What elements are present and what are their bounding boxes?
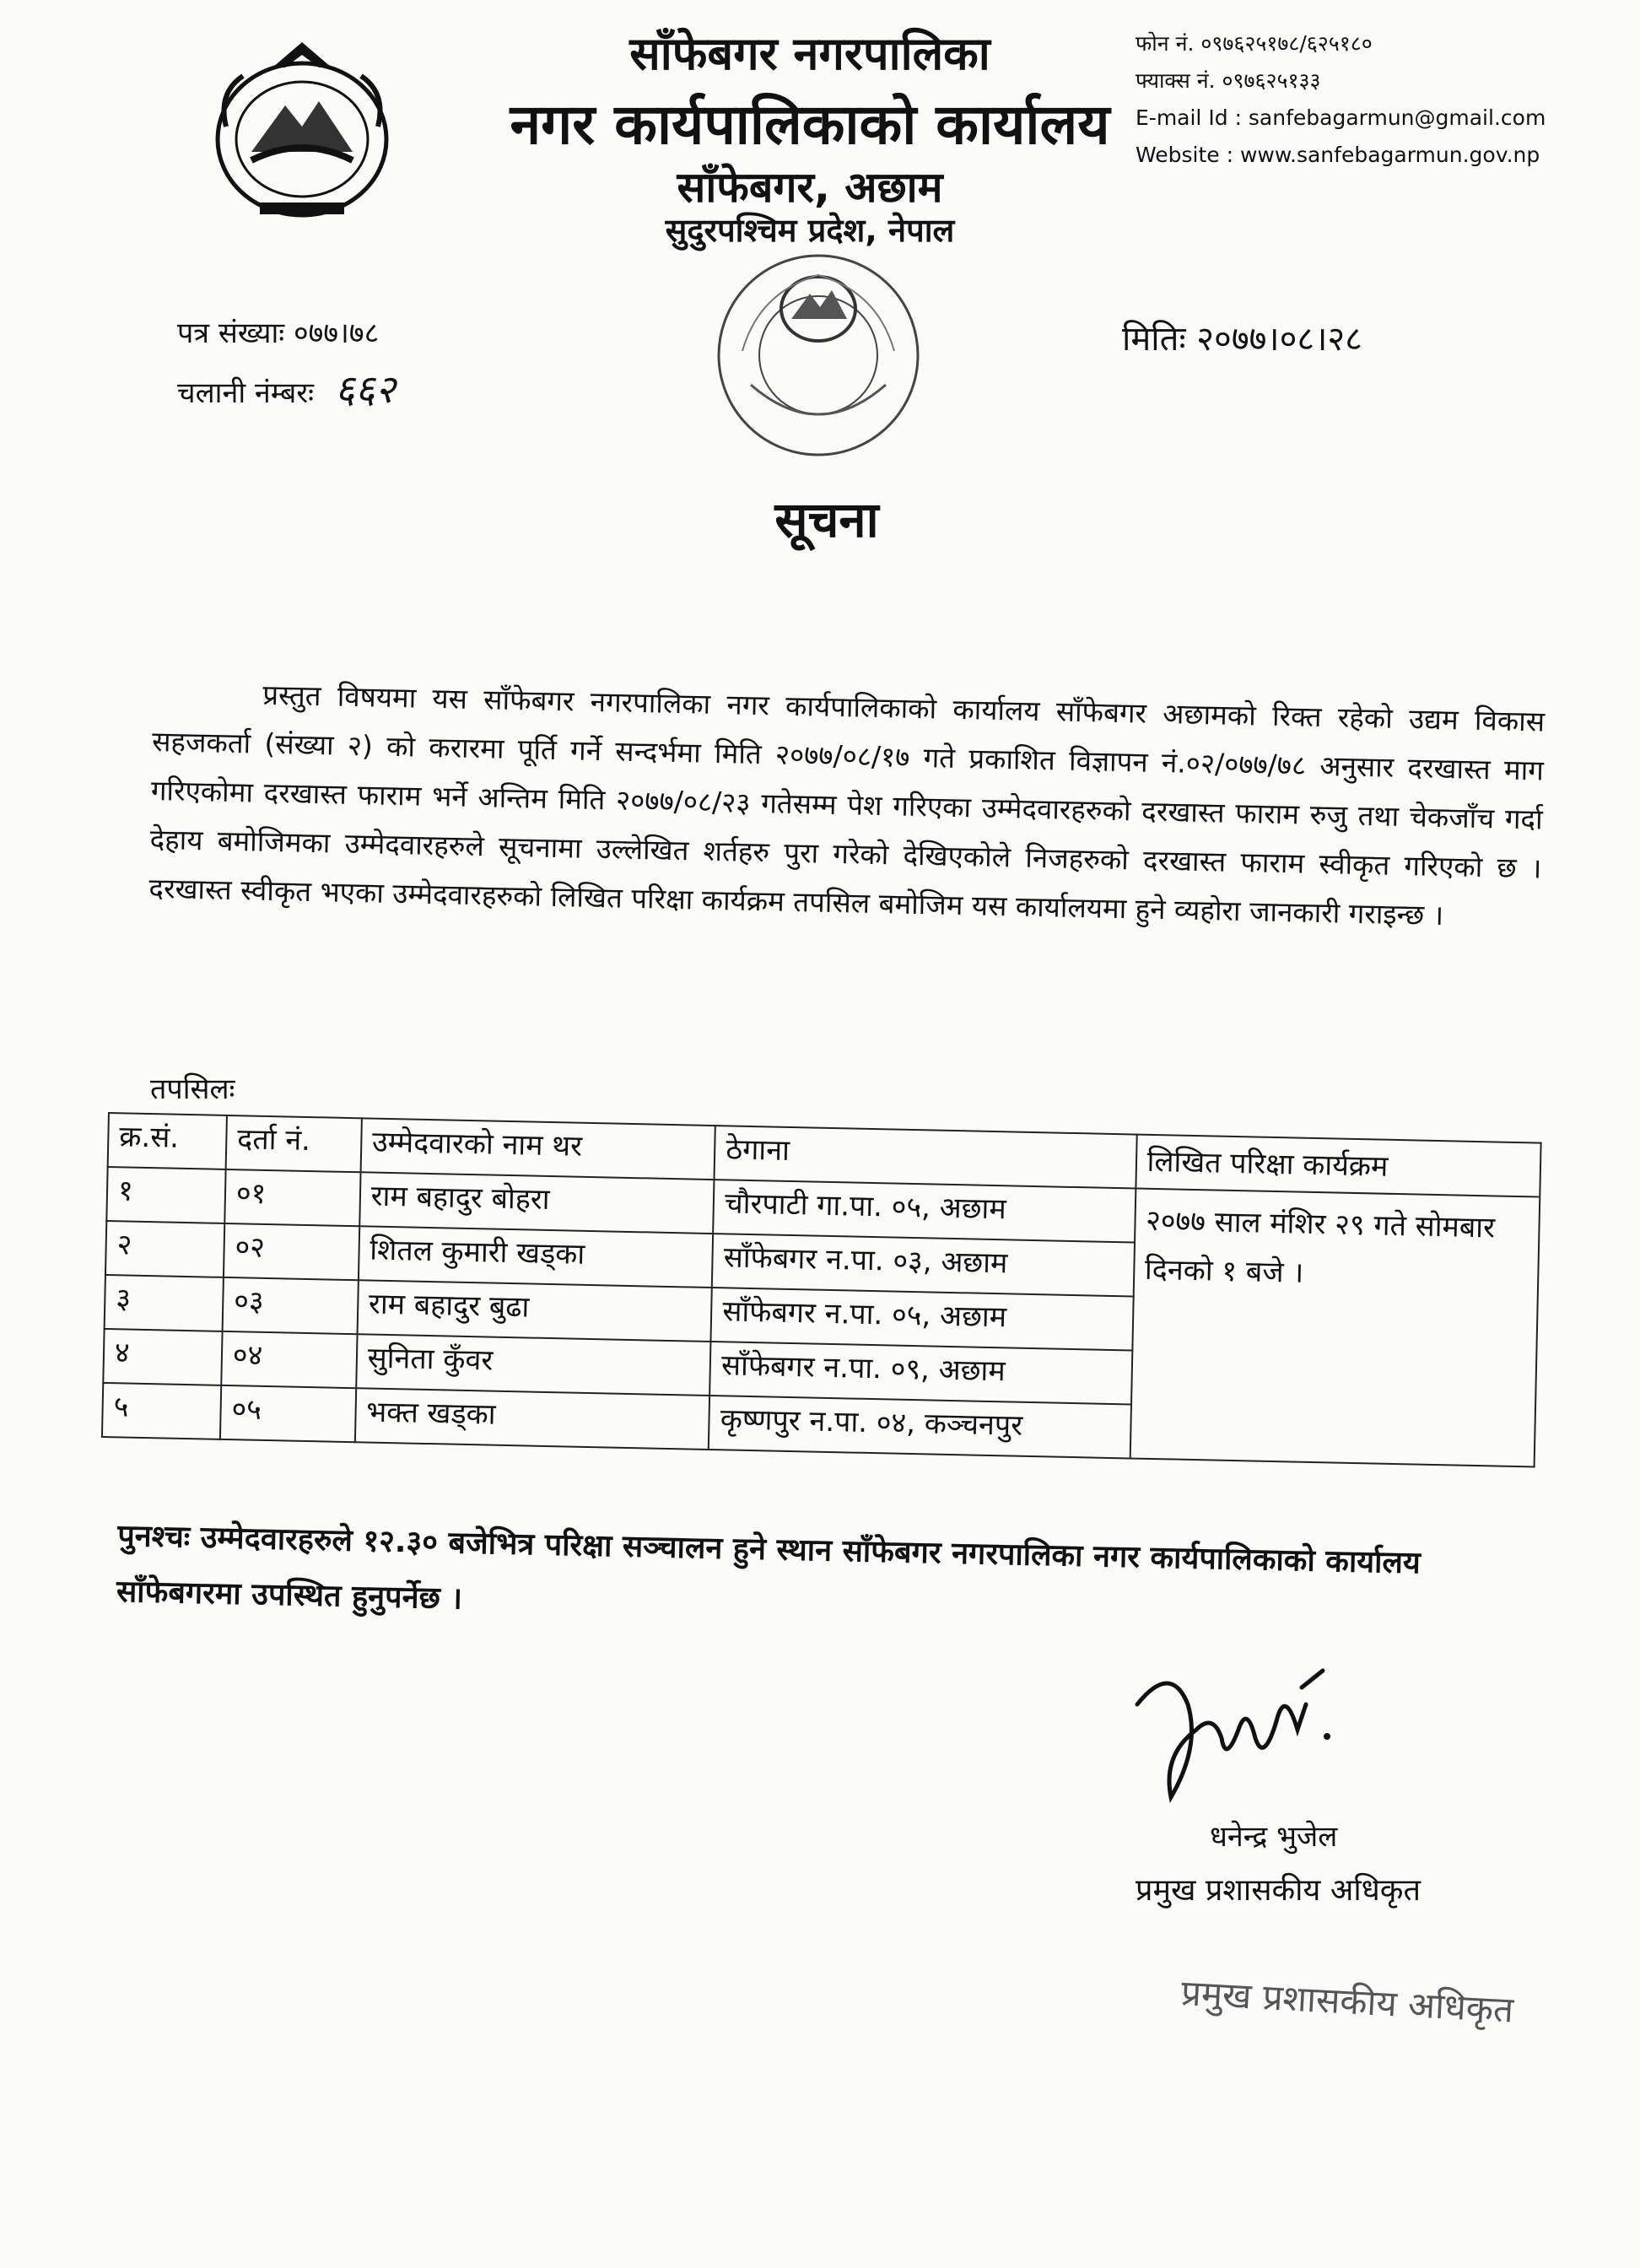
address-cell: कृष्णपुर न.पा. ०४, कञ्चनपुर: [709, 1396, 1131, 1458]
serial-cell: ३: [105, 1275, 224, 1331]
nepal-emblem-icon: [192, 34, 412, 228]
office-seal-stamp-icon: [692, 241, 945, 469]
email-address: E-mail Id : sanfebagarmun@gmail.com: [1136, 105, 1546, 130]
notice-title: सूचना: [774, 491, 879, 548]
reg-no-cell: ०५: [220, 1385, 356, 1442]
col-header-address: ठेगाना: [715, 1126, 1137, 1188]
address-cell: चौरपाटी गा.पा. ०५, अछाम: [713, 1180, 1136, 1242]
candidate-name-cell: सुनिता कुँवर: [356, 1334, 711, 1396]
reg-no-cell: ०२: [224, 1223, 359, 1280]
postscript-note: पुनश्चः उम्मेदवारहरुले १२.३० बजेभित्र परिक्षा सञ्चालन हुने स्थान साँफेबगर नगरपालिका नगर कार्यपालिकाको कार्यालय साँफेबगरमा उपस्थित हुनुपर्नेछ ।: [116, 1518, 1422, 1617]
designation-stamp-text: प्रमुख प्रशासकीय अधिकृत: [1179, 1972, 1515, 2031]
candidate-name-cell: शितल कुमारी खड्का: [359, 1226, 714, 1288]
exam-schedule-cell: [1130, 1135, 1540, 1467]
candidate-name-cell: राम बहादुर बुढा: [357, 1280, 712, 1342]
address-cell: साँफेबगर न.पा. ०५, अछाम: [711, 1288, 1134, 1350]
website-address: Website : www.sanfebagarmun.gov.np: [1136, 143, 1540, 167]
municipality-name: साँफेबगर नगरपालिका: [629, 27, 990, 80]
candidate-table-wrapper: [101, 1112, 1542, 1468]
letter-number: पत्र संख्याः ०७७।७८: [177, 316, 380, 350]
reg-no-cell: ०३: [222, 1277, 358, 1334]
serial-cell: १: [106, 1167, 225, 1223]
dispatch-label: चलानी नंम्बरः: [177, 376, 315, 410]
dispatch-row: [177, 361, 396, 421]
fax-number: फ्याक्स नं. ०९७६२५१३३: [1136, 68, 1321, 93]
exam-schedule-header: लिखित परिक्षा कार्यक्रम: [1136, 1137, 1540, 1198]
serial-cell: ५: [102, 1383, 221, 1439]
office-province: सुदुरपश्चिम प्रदेश, नेपाल: [665, 212, 955, 249]
candidate-name-cell: भक्त खड्का: [355, 1388, 710, 1450]
address-cell: साँफेबगर न.पा. ०३, अछाम: [712, 1234, 1135, 1296]
reference-block: [177, 305, 396, 421]
reg-no-cell: ०४: [221, 1331, 357, 1388]
col-header-serial: क्र.सं.: [108, 1113, 227, 1169]
phone-number: फोन नं. ०९७६२५१७८/६२५१८०: [1136, 31, 1373, 56]
candidate-table: [101, 1112, 1542, 1468]
issue-date: मितिः २०७७।०८।२८: [1122, 320, 1362, 359]
designation-stamp: [1173, 1954, 1527, 2047]
dispatch-number: ६६२: [334, 366, 396, 412]
serial-cell: २: [105, 1221, 224, 1277]
handwritten-signature-icon: [1120, 1654, 1340, 1814]
col-header-name: उम्मेदवारको नाम थर: [360, 1118, 715, 1180]
serial-cell: ४: [103, 1329, 222, 1385]
exam-schedule-text: २०७७ साल मंशिर २९ गते सोमबार दिनको १ बजे ।: [1144, 1203, 1496, 1290]
details-label: तपसिलः: [150, 1072, 235, 1106]
notice-body: प्रस्तुत विषयमा यस साँफेबगर नगरपालिका नगर कार्यपालिकाको कार्यालय साँफेबगर अछामको रिक्त रहेको उद्यम विकास सहजकर्ता (संख्या २) को करारमा पूर्ति गर्ने सन्दर्भमा मिति २०७७/०८/१७ गते प्रकाशित विज्ञापन नं.०२/०७७/७८ अनुसार दरखास्त माग गरिएकोमा दरखास्त फाराम भर्ने अन्तिम मिति २०७७/०८/२३ गतेसम्म पेश गरिएका उम्मेदवारहरुको दरखास्त फाराम रुजु तथा चेकजाँच गर्दा देहाय बमोजिमका उम्मेदवारहरुले सूचनामा उल्लेखित शर्तहरु पुरा गरेको देखिएकोले निजहरुको दरखास्त फाराम स्वीकृत गरिएको छ । दरखास्त स्वीकृत भएका उम्मेदवारहरुको लिखित परिक्षा कार्यक्रम तपसिल बमोजिम यस कार्यालयमा हुने व्यहोरा जानकारी गराइन्छ ।: [148, 678, 1546, 932]
signatory-name: धनेन्द्र भुजेल: [1210, 1820, 1338, 1854]
signatory-designation: प्रमुख प्रशासकीय अधिकृत: [1136, 1873, 1421, 1908]
office-location: साँफेबगर, अछाम: [677, 163, 943, 212]
reg-no-cell: ०१: [224, 1169, 360, 1226]
col-header-reg-no: दर्ता नं.: [226, 1115, 362, 1172]
address-cell: साँफेबगर न.पा. ०९, अछाम: [709, 1342, 1132, 1404]
candidate-name-cell: राम बहादुर बोहरा: [359, 1172, 715, 1234]
office-name: नगर कार्यपालिकाको कार्यालय: [510, 92, 1110, 157]
contact-block: [1136, 25, 1608, 174]
